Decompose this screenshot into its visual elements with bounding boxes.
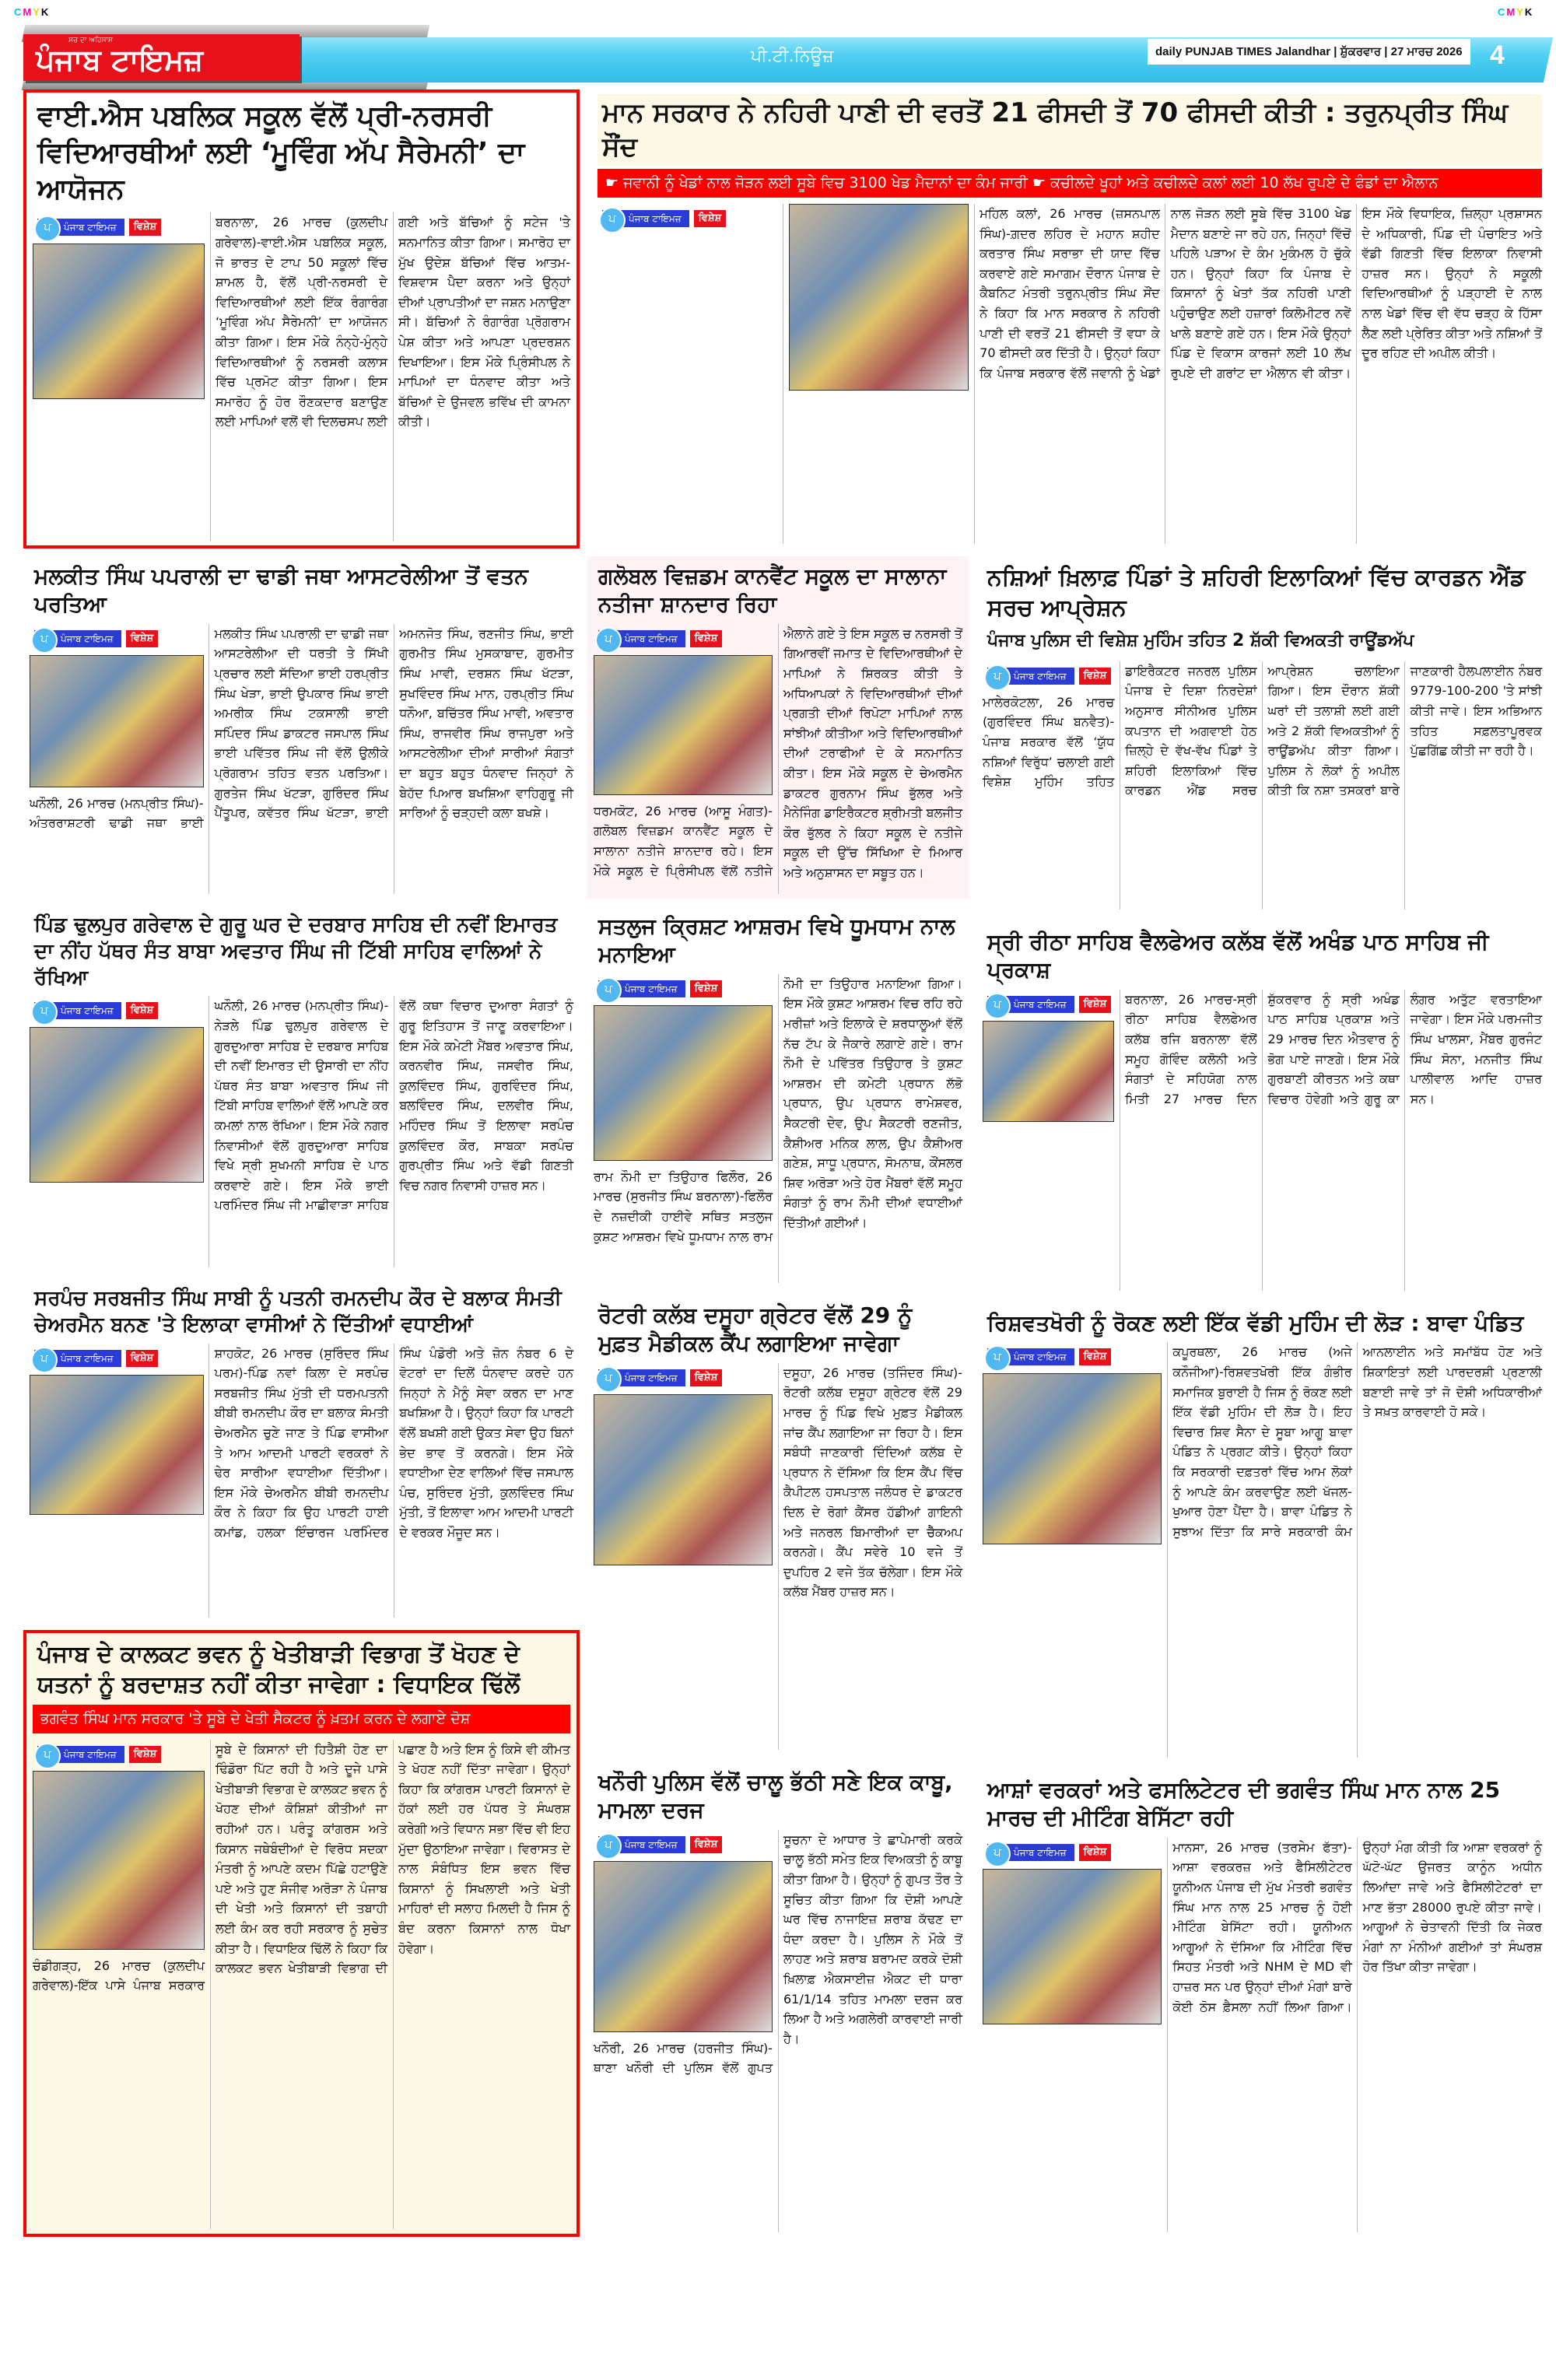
special-badge: ਵਿਸ਼ੇਸ਼ <box>690 980 723 997</box>
article-body: ਘਨੌਲੀ, 26 ਮਾਰਚ (ਮਨਪ੍ਰੀਤ ਸਿੰਘ)-ਨੇੜਲੇ ਪਿੰਡ ਢੁਲਪੁਰ ਗਰੇਵਾਲ ਦੇ ਗੁਰਦੁਆਰਾ ਸਾਹਿਬ ਦੇ ਦਰਬਾਰ ਸਾਹਿਬ ਦੀ ਨਵੀਂ ਇਮਾਰਤ ਦੀ ਉਸਾਰੀ ਦਾ ਨੀਂਹ ਪੱਥਰ ਸੰਤ ਬਾਬਾ ਅਵਤਾਰ ਸਿੰਘ ਜੀ ਟਿੱਬੀ ਸਾਹਿਬ ਵਾਲਿਆਂ ਵੱਲੋਂ ਆਪਣੇ ਕਰ ਕਮਲਾਂ ਨਾਲ ਰੱਖਿਆ। ਇਸ ਮੌਕੇ ਨਗਰ ਨਿਵਾਸੀਆਂ ਵੱਲੋਂ ਗੁਰਦੁਆਰਾ ਸਾਹਿਬ ਵਿਖੇ ਸ੍ਰੀ ਸੁਖਮਨੀ ਸਾਹਿਬ ਦੇ ਪਾਠ ਕਰਵਾਏ ਗਏ। ਇਸ ਮੌਕੇ ਭਾਈ ਪਰਮਿੰਦਰ ਸਿੰਘ ਜੀ ਮਾਛੀਵਾੜਾ ਸਾਹਿਬ ਵੱਲੋਂ ਕਥਾ ਵਿਚਾਰ ਦੁਆਰਾ ਸੰਗਤਾਂ ਨੂੰ ਗੁਰੂ ਇਤਿਹਾਸ ਤੋਂ ਜਾਣੂ ਕਰਵਾਇਆ। ਇਸ ਮੌਕੇ ਕਮੇਟੀ ਮੈਂਬਰ ਅਵਤਾਰ ਸਿੰਘ, ਕਰਨਵੀਰ ਸਿੰਘ, ਜਸਵੀਰ ਸਿੰਘ, ਕੁਲਵਿੰਦਰ ਸਿੰਘ, ਗੁਰਵਿੰਦਰ ਸਿੰਘ, ਬਲਵਿੰਦਰ ਸਿੰਘ, ਦਲਵੀਰ ਸਿੰਘ, ਮਹਿੰਦਰ ਸਿੰਘ ਤੋਂ ਇਲਾਵਾ ਸਰਪੰਚ ਕੁਲਵਿੰਦਰ ਕੌਰ, ਸਾਬਕਾ ਸਰਪੰਚ ਗੁਰਪ੍ਰੀਤ ਸਿੰਘ ਅਤੇ ਵੱਡੀ ਗਿਣਤੀ ਵਿਚ ਨਗਰ ਨਿਵਾਸੀ ਹਾਜ਼ਰ ਸਨ। <box>214 998 573 1213</box>
mark-c: C <box>1498 6 1507 18</box>
special-badge: ਵਿਸ਼ੇਸ਼ <box>129 1746 162 1763</box>
article-satluj-ashram <box>587 906 969 1288</box>
article-dhadi-jatha <box>23 556 580 899</box>
brand-badge: ਪ ਪੰਜਾਬ ਟਾਇਮਜ਼ <box>987 668 1074 685</box>
article-body: ਘਨੌਲੀ, 26 ਮਾਰਚ (ਮਨਪ੍ਰੀਤ ਸਿੰਘ)-ਅੰਤਰਰਾਸ਼ਟਰੀ ਢਾਡੀ ਜਥਾ ਭਾਈ ਮਲਕੀਤ ਸਿੰਘ ਪਪਰਾਲੀ ਦਾ ਢਾਡੀ ਜਥਾ ਆਸਟਰੇਲੀਆ ਦੀ ਧਰਤੀ ਤੇ ਸਿੱਖੀ ਪ੍ਰਚਾਰ ਲਈ ਸੱਦਿਆ ਭਾਈ ਹਰਪ੍ਰੀਤ ਸਿੰਘ ਖੇੜਾ, ਭਾਈ ਉਪਕਾਰ ਸਿੰਘ ਭਾਈ ਅਮਰੀਕ ਸਿੰਘ ਟਕਸਾਲੀ ਭਾਈ ਸਪਿੰਦਰ ਸਿੰਘ ਡਾਕਟਰ ਜਸਪਾਲ ਸਿੰਘ ਭਾਈ ਪਵਿੱਤਰ ਸਿੰਘ ਜੀ ਵੱਲੋਂ ਉਲੀਕੇ ਪ੍ਰੋਗਰਾਮ ਤਹਿਤ ਵਤਨ ਪਰਤਿਆ। ਗੁਰਤੇਜ ਸਿੰਘ ਖੱਟੜਾ, ਗੁਰਿੰਦਰ ਸਿੰਘ ਪੈਂਤੂਪਰ, ਕਵੱਤਰ ਸਿੰਘ ਖੱਟੜਾ, ਭਾਈ ਅਮਨਜੋਤ ਸਿੰਘ, ਰਣਜੀਤ ਸਿੰਘ, ਭਾਈ ਗੁਰਮੀਤ ਸਿੰਘ ਮੁਸਕਾਬਾਦ, ਗੁਰਮੀਤ ਸਿੰਘ ਮਾਵੀ, ਦਰਸ਼ਨ ਸਿੰਘ ਖੱਟੜਾ, ਸੁਖਵਿੰਦਰ ਸਿੰਘ ਮਾਨ, ਹਰਪ੍ਰੀਤ ਸਿੰਘ ਧਨੌਆ, ਬਚਿੱਤਰ ਸਿੰਘ ਮਾਵੀ, ਅਵਤਾਰ ਸਿੰਘ, ਰਾਜਵੀਰ ਸਿੰਘ ਰਾਜਪੁਰਾ ਅਤੇ ਆਸਟਰੇਲੀਆ ਦੀਆਂ ਸਾਰੀਆਂ ਸੰਗਤਾਂ ਦਾ ਬਹੁਤ ਬਹੁਤ ਧੰਨਵਾਦ ਜਿਨ੍ਹਾਂ ਨੇ ਬੇਹੱਦ ਪਿਆਰ ਬਖਸ਼ਿਆ ਵਾਹਿਗੁਰੂ ਜੀ ਸਾਰਿਆਂ ਨੂੰ ਚੜ੍ਹਦੀ ਕਲਾ ਬਖਸ਼ੇ। <box>30 626 573 831</box>
mark-k: K <box>1524 6 1534 18</box>
badge <box>987 664 1114 688</box>
badge <box>987 1841 1162 1864</box>
article-body: ਬਰਨਾਲਾ, 26 ਮਾਰਚ-ਸ੍ਰੀ ਰੀਠਾ ਸਾਹਿਬ ਵੈਲਫੇਅਰ ਕਲੱਬ ਰਜਿ ਬਰਨਾਲਾ ਵੱਲੋਂ ਸਮੂਹ ਗੋਵਿੰਦ ਕਲੋਨੀ ਅਤੇ ਸੰਗਤਾਂ ਦੇ ਸਹਿਯੋਗ ਨਾਲ ਮਿਤੀ 27 ਮਾਰਚ ਦਿਨ ਸ਼ੁੱਕਰਵਾਰ ਨੂੰ ਸ੍ਰੀ ਅਖੰਡ ਪਾਠ ਸਾਹਿਬ ਪ੍ਰਕਾਸ਼ ਅਤੇ 29 ਮਾਰਚ ਦਿਨ ਐਤਵਾਰ ਨੂੰ ਭੋਗ ਪਾਏ ਜਾਣਗੇ। ਇਸ ਮੌਕੇ ਗੁਰਬਾਣੀ ਕੀਰਤਨ ਅਤੇ ਕਥਾ ਵਿਚਾਰ ਹੋਵੇਗੀ ਅਤੇ ਗੁਰੂ ਕਾ ਲੰਗਰ ਅਤੁੱਟ ਵਰਤਾਇਆ ਜਾਵੇਗਾ। ਇਸ ਮੌਕੇ ਪਰਮਜੀਤ ਸਿੰਘ ਖਾਲਸਾ, ਮੈਂਬਰ ਗੁਰਜੰਟ ਸਿੰਘ ਸੋਨਾ, ਮਨਜੀਤ ਸਿੰਘ ਪਾਲੀਵਾਲ ਆਦਿ ਹਾਜ਼ਰ ਸਨ। <box>1125 991 1542 1106</box>
article-asha-workers <box>976 1770 1548 2237</box>
badge <box>987 993 1114 1016</box>
article-bribery <box>976 1303 1548 1762</box>
headline[interactable]: ਖਨੌਰੀ ਪੁਲਿਸ ਵੱਲੋਂ ਚਾਲੂ ਭੱਠੀ ਸਣੇ ਇਕ ਕਾਬੂ, ਮਾਮਲਾ ਦਰਜ <box>598 1769 953 1824</box>
subheadline: ਭਗਵੰਤ ਸਿੰਘ ਮਾਨ ਸਰਕਾਰ 'ਤੇ ਸੂਬੇ ਦੇ ਖੇਤੀ ਸੈਕਟਰ ਨੂੰ ਖ਼ਤਮ ਕਰਨ ਦੇ ਲਗਾਏ ਦੋਸ਼ <box>33 1705 570 1733</box>
column-right <box>976 556 1548 2237</box>
article-photo <box>30 1027 204 1183</box>
badge <box>37 1743 205 1766</box>
article-columns <box>30 996 573 1267</box>
brand-badge: ਪ ਪੰਜਾਬ ਟਾਇਮਜ਼ <box>34 630 121 647</box>
special-badge: ਵਿਸ਼ੇਸ਼ <box>1079 1844 1112 1861</box>
print-marks-left <box>14 6 50 18</box>
badge <box>598 1833 773 1856</box>
badge <box>34 627 204 650</box>
article-ys-school <box>23 89 580 549</box>
article-photo <box>30 655 204 787</box>
article-dhulpur <box>23 906 580 1272</box>
column-left <box>23 556 580 2237</box>
article-water-use <box>591 89 1548 549</box>
mark-m: M <box>1506 6 1517 18</box>
headline[interactable]: ਪਿੰਡ ਢੁਲਪੁਰ ਗਰੇਵਾਲ ਦੇ ਗੁਰੂ ਘਰ ਦੇ ਦਰਬਾਰ ਸਾਹਿਬ ਦੀ ਨਵੀਂ ਇਮਾਰਤ ਦਾ ਨੀਂਹ ਪੱਥਰ ਸੰਤ ਬਾਬਾ ਅਵਤਾਰ ਸਿੰਘ ਜੀ ਟਿੱਬੀ ਸਾਹਿਬ ਵਾਲਿਆਂ ਨੇ ਰੱਖਿਆ <box>34 913 558 990</box>
logo-name: ਪੰਜਾਬ ਟਾਇਮਜ਼ <box>36 43 204 77</box>
article-columns <box>594 974 962 1283</box>
headline[interactable]: ਮਲਕੀਤ ਸਿੰਘ ਪਪਰਾਲੀ ਦਾ ਢਾਡੀ ਜਥਾ ਆਸਟਰੇਲੀਆ ਤੋਂ ਵਤਨ ਪਰਤਿਆ <box>34 563 528 618</box>
special-badge: ਵਿਸ਼ੇਸ਼ <box>1079 668 1112 685</box>
brand-badge: ਪ ਪੰਜਾਬ ਟਾਇਮਜ਼ <box>34 1350 121 1367</box>
article-kalkat-bhawan <box>23 1630 580 2237</box>
print-marks-right <box>1498 6 1533 18</box>
article-columns <box>983 990 1542 1291</box>
article-body: ਮਾਲੇਰਕੋਟਲਾ, 26 ਮਾਰਚ (ਗੁਰਵਿੰਦਰ ਸਿੰਘ ਬਨਵੈਤ)-ਪੰਜਾਬ ਸਰਕਾਰ ਵੱਲੋਂ ‘ਯੁੱਧ ਨਸ਼ਿਆਂ ਵਿਰੁੱਧ’ ਚਲਾਈ ਗਈ ਵਿਸ਼ੇਸ਼ ਮੁਹਿੰਮ ਤਹਿਤ ਡਾਇਰੈਕਟਰ ਜਨਰਲ ਪੁਲਿਸ ਪੰਜਾਬ ਦੇ ਦਿਸ਼ਾ ਨਿਰਦੇਸ਼ਾਂ ਅਨੁਸਾਰ ਸੀਨੀਅਰ ਪੁਲਿਸ ਕਪਤਾਨ ਦੀ ਅਗਵਾਈ ਹੇਠ ਜ਼ਿਲ੍ਹੇ ਦੇ ਵੱਖ-ਵੱਖ ਪਿੰਡਾਂ ਤੇ ਸ਼ਹਿਰੀ ਇਲਾਕਿਆਂ ਵਿੱਚ ਕਾਰਡਨ ਐਂਡ ਸਰਚ ਆਪ੍ਰੇਸ਼ਨ ਚਲਾਇਆ ਗਿਆ। ਇਸ ਦੌਰਾਨ ਸ਼ੱਕੀ ਘਰਾਂ ਦੀ ਤਲਾਸ਼ੀ ਲਈ ਗਈ ਅਤੇ 2 ਸ਼ੱਕੀ ਵਿਅਕਤੀਆਂ ਨੂੰ ਰਾਊਂਡਅੱਪ ਕੀਤਾ ਗਿਆ। ਪੁਲਿਸ ਨੇ ਲੋਕਾਂ ਨੂੰ ਅਪੀਲ ਕੀਤੀ ਕਿ ਨਸ਼ਾ ਤਸਕਰਾਂ ਬਾਰੇ ਜਾਣਕਾਰੀ ਹੈਲਪਲਾਈਨ ਨੰਬਰ 9779-100-200 'ਤੇ ਸਾਂਝੀ ਕੀਤੀ ਜਾਵੇ। ਇਸ ਅਭਿਆਨ ਤਹਿਤ ਸਫ਼ਲਤਾਪੂਰਵਕ ਪੁੱਛਗਿੱਛ ਕੀਤੀ ਜਾ ਰਹੀ ਹੈ। <box>983 663 1542 798</box>
article-body: ਮਹਿਲ ਕਲਾਂ, 26 ਮਾਰਚ (ਜ਼ਸਨਪਾਲ ਸਿੰਘ)-ਗ਼ਦਰ ਲਹਿਰ ਦੇ ਮਹਾਨ ਸ਼ਹੀਦ ਕਰਤਾਰ ਸਿੰਘ ਸਰਾਭਾ ਦੀ ਯਾਦ ਵਿੱਚ ਕਰਵਾਏ ਗਏ ਸਮਾਗਮ ਦੌਰਾਨ ਪੰਜਾਬ ਦੇ ਕੈਬਨਿਟ ਮੰਤਰੀ ਤਰੁਨਪ੍ਰੀਤ ਸਿੰਘ ਸੌਂਦ ਨੇ ਕਿਹਾ ਕਿ ਮਾਨ ਸਰਕਾਰ ਨੇ ਨਹਿਰੀ ਪਾਣੀ ਦੀ ਵਰਤੋਂ 21 ਫੀਸਦੀ ਤੋਂ ਵਧਾ ਕੇ 70 ਫੀਸਦੀ ਕਰ ਦਿੱਤੀ ਹੈ। ਉਨ੍ਹਾਂ ਕਿਹਾ ਕਿ ਪੰਜਾਬ ਸਰਕਾਰ ਵੱਲੋਂ ਜਵਾਨੀ ਨੂੰ ਖੇਡਾਂ ਨਾਲ ਜੋੜਨ ਲਈ ਸੂਬੇ ਵਿੱਚ 3100 ਖੇਡ ਮੈਦਾਨ ਬਣਾਏ ਜਾ ਰਹੇ ਹਨ, ਜਿਨ੍ਹਾਂ ਵਿੱਚੋਂ ਪਹਿਲੇ ਪੜਾਅ ਦੇ ਕੰਮ ਮੁਕੰਮਲ ਹੋ ਚੁੱਕੇ ਹਨ। ਉਨ੍ਹਾਂ ਕਿਹਾ ਕਿ ਪੰਜਾਬ ਦੇ ਕਿਸਾਨਾਂ ਨੂੰ ਖੇਤਾਂ ਤੱਕ ਨਹਿਰੀ ਪਾਣੀ ਪਹੁੰਚਾਉਣ ਲਈ ਹਜ਼ਾਰਾਂ ਕਿਲੋਮੀਟਰ ਨਵੇਂ ਖਾਲੇ ਬਣਾਏ ਗਏ ਹਨ। ਇਸ ਮੌਕੇ ਉਨ੍ਹਾਂ ਪਿੰਡ ਦੇ ਵਿਕਾਸ ਕਾਰਜਾਂ ਲਈ 10 ਲੱਖ ਰੁਪਏ ਦੀ ਗਰਾਂਟ ਦਾ ਐਲਾਨ ਵੀ ਕੀਤਾ। ਇਸ ਮੌਕੇ ਵਿਧਾਇਕ, ਜ਼ਿਲ੍ਹਾ ਪ੍ਰਸ਼ਾਸਨ ਦੇ ਅਧਿਕਾਰੀ, ਪਿੰਡ ਦੀ ਪੰਚਾਇਤ ਅਤੇ ਵੱਡੀ ਗਿਣਤੀ ਵਿੱਚ ਇਲਾਕਾ ਨਿਵਾਸੀ ਹਾਜ਼ਰ ਸਨ। ਉਨ੍ਹਾਂ ਨੇ ਸਕੂਲੀ ਵਿਦਿਆਰਥੀਆਂ ਨੂੰ ਪੜ੍ਹਾਈ ਦੇ ਨਾਲ ਨਾਲ ਖੇਡਾਂ ਵਿੱਚ ਵੀ ਵੱਧ ਚੜ੍ਹ ਕੇ ਹਿੱਸਾ ਲੈਣ ਲਈ ਪ੍ਰੇਰਿਤ ਕੀਤਾ ਅਤੇ ਨਸ਼ਿਆਂ ਤੋਂ ਦੂਰ ਰਹਿਣ ਦੀ ਅਪੀਲ ਕੀਤੀ। <box>980 205 1542 380</box>
article-body: ਸ਼ਾਹਕੋਟ, 26 ਮਾਰਚ (ਸੁਰਿੰਦਰ ਸਿੰਘ ਪਰਮ)-ਪਿੰਡ ਨਵਾਂ ਕਿਲਾ ਦੇ ਸਰਪੰਚ ਸਰਬਜੀਤ ਸਿੰਘ ਮੁੱਤੀ ਦੀ ਧਰਮਪਤਨੀ ਬੀਬੀ ਰਮਨਦੀਪ ਕੌਰ ਦਾ ਬਲਾਕ ਸੰਮਤੀ ਚੇਅਰਮੈਨ ਚੁਣੇ ਜਾਣ ਤੇ ਪਿੰਡ ਵਾਸੀਆ ਤੇ ਆਮ ਆਦਮੀ ਪਾਰਟੀ ਵਰਕਰਾਂ ਨੇ ਢੇਰ ਸਾਰੀਆ ਵਧਾਈਆ ਦਿੱਤੀਆ। ਇਸ ਮੌਕੇ ਚੇਅਰਮੈਨ ਬੀਬੀ ਰਮਨਦੀਪ ਕੌਰ ਨੇ ਕਿਹਾ ਕਿ ਉਹ ਪਾਰਟੀ ਹਾਈ ਕਮਾਂਡ, ਹਲਕਾ ਇੰਚਾਰਜ ਪਰਮਿੰਦਰ ਸਿੰਘ ਪੰਡੋਰੀ ਅਤੇ ਜ਼ੋਨ ਨੰਬਰ 6 ਦੇ ਵੋਟਰਾਂ ਦਾ ਦਿਲੋਂ ਧੰਨਵਾਦ ਕਰਦੇ ਹਨ ਜਿਨ੍ਹਾਂ ਨੇ ਮੈਨੂੰ ਸੇਵਾ ਕਰਨ ਦਾ ਮਾਣ ਬਖਸ਼ਿਆ ਹੈ। ਉਨ੍ਹਾਂ ਕਿਹਾ ਕਿ ਪਾਰਟੀ ਵੱਲੋਂ ਬਖਸ਼ੀ ਗਈ ਉਕਤ ਸੇਵਾ ਉਹ ਬਿਨਾਂ ਭੇਦ ਭਾਵ ਤੋਂ ਕਰਨਗੇ। ਇਸ ਮੌਕੇ ਵਧਾਈਆ ਦੇਣ ਵਾਲਿਆਂ ਵਿੱਚ ਜਸਪਾਲ ਪੰਚ, ਸੁਰਿੰਦਰ ਮੁੱਤੀ, ਕੁਲਵਿੰਦਰ ਸਿੰਘ ਮੁੱਤੀ, ਤੋਂ ਇਲਾਵਾ ਆਮ ਆਦਮੀ ਪਾਰਟੀ ਦੇ ਵਰਕਰ ਮੌਜੂਦ ਸਨ। <box>214 1345 573 1540</box>
article-body: ਚੰਡੀਗੜ੍ਹ, 26 ਮਾਰਚ (ਕੁਲਦੀਪ ਗਰੇਵਾਲ)-ਇੱਕ ਪਾਸੇ ਪੰਜਾਬ ਸਰਕਾਰ ਸੂਬੇ ਦੇ ਕਿਸਾਨਾਂ ਦੀ ਹਿਤੈਸ਼ੀ ਹੋਣ ਦਾ ਢਿੰਡੋਰਾ ਪਿੱਟ ਰਹੀ ਹੈ ਅਤੇ ਦੂਜੇ ਪਾਸੇ ਖੇਤੀਬਾੜੀ ਵਿਭਾਗ ਦੇ ਕਾਲਕਟ ਭਵਨ ਨੂੰ ਖੋਹਣ ਦੀਆਂ ਕੋਸ਼ਿਸ਼ਾਂ ਕੀਤੀਆਂ ਜਾ ਰਹੀਆਂ ਹਨ। ਪਰੰਤੂ ਕਾਂਗਰਸ ਅਤੇ ਕਿਸਾਨ ਜਥੇਬੰਦੀਆਂ ਦੇ ਵਿਰੋਧ ਸਦਕਾ ਮੰਤਰੀ ਨੂੰ ਆਪਣੇ ਕਦਮ ਪਿੱਛੇ ਹਟਾਉਣੇ ਪਏ ਅਤੇ ਹੁਣ ਸੰਜੀਵ ਅਰੋੜਾ ਨੇ ਪੰਜਾਬ ਦੀ ਖੇਤੀ ਅਤੇ ਕਿਸਾਨਾਂ ਦੀ ਤਬਾਹੀ ਲਈ ਕੰਮ ਕਰ ਰਹੀ ਸਰਕਾਰ ਨੂੰ ਸੁਚੇਤ ਕੀਤਾ ਹੈ। ਵਿਧਾਇਕ ਢਿੱਲੋਂ ਨੇ ਕਿਹਾ ਕਿ ਕਾਲਕਟ ਭਵਨ ਖੇਤੀਬਾੜੀ ਵਿਭਾਗ ਦੀ ਪਛਾਣ ਹੈ ਅਤੇ ਇਸ ਨੂੰ ਕਿਸੇ ਵੀ ਕੀਮਤ ਤੇ ਖੋਹਣ ਨਹੀਂ ਦਿੱਤਾ ਜਾਵੇਗਾ। ਉਨ੍ਹਾਂ ਕਿਹਾ ਕਿ ਕਾਂਗਰਸ ਪਾਰਟੀ ਕਿਸਾਨਾਂ ਦੇ ਹੱਕਾਂ ਲਈ ਹਰ ਪੱਧਰ ਤੇ ਸੰਘਰਸ਼ ਕਰੇਗੀ ਅਤੇ ਵਿਧਾਨ ਸਭਾ ਵਿੱਚ ਵੀ ਇਹ ਮੁੱਦਾ ਉਠਾਇਆ ਜਾਵੇਗਾ। ਵਿਰਾਸਤ ਦੇ ਨਾਲ ਸੰਬੰਧਿਤ ਇਸ ਭਵਨ ਵਿੱਚ ਕਿਸਾਨਾਂ ਨੂੰ ਸਿਖਲਾਈ ਅਤੇ ਖੇਤੀ ਮਾਹਿਰਾਂ ਦੀ ਸਲਾਹ ਮਿਲਦੀ ਹੈ ਜਿਸ ਨੂੰ ਬੰਦ ਕਰਨਾ ਕਿਸਾਨਾਂ ਨਾਲ ਧੋਖਾ ਹੋਵੇਗਾ। <box>33 1741 570 1993</box>
brand-badge: ਪ ਪੰਜਾਬ ਟਾਇਮਜ਼ <box>598 1836 685 1853</box>
article-global-wisdom <box>587 556 969 899</box>
masthead <box>8 23 1552 86</box>
badge <box>34 1347 204 1370</box>
dateline: daily PUNJAB TIMES Jalandhar | ਸ਼ੁੱਕਰਵਾਰ | 27 ਮਾਰਚ 2026 <box>1148 39 1470 65</box>
brand-badge: ਪ ਪੰਜਾਬ ਟਾਇਮਜ਼ <box>987 996 1074 1013</box>
article-columns <box>983 1342 1542 1758</box>
badge <box>598 627 773 650</box>
article-body: ਬਰਨਾਲਾ, 26 ਮਾਰਚ (ਕੁਲਦੀਪ ਗਰੇਵਾਲ)-ਵਾਈ.ਐਸ ਪਬਲਿਕ ਸਕੂਲ, ਜੋ ਭਾਰਤ ਦੇ ਟਾਪ 50 ਸਕੂਲਾਂ ਵਿੱਚ ਸ਼ਾਮਲ ਹੈ, ਵੱਲੋਂ ਪ੍ਰੀ-ਨਰਸਰੀ ਦੇ ਵਿਦਿਆਰਥੀਆਂ ਲਈ ਇੱਕ ਰੰਗਾਰੰਗ ‘ਮੂਵਿੰਗ ਅੱਪ ਸੈਰੇਮਨੀ’ ਦਾ ਆਯੋਜਨ ਕੀਤਾ ਗਿਆ। ਇਸ ਮੌਕੇ ਨੰਨ੍ਹੇ-ਮੁੰਨ੍ਹੇ ਵਿਦਿਆਰਥੀਆਂ ਨੂੰ ਨਰਸਰੀ ਕਲਾਸ ਵਿੱਚ ਪ੍ਰਮੋਟ ਕੀਤਾ ਗਿਆ। ਇਸ ਸਮਾਰੋਹ ਨੂੰ ਹੋਰ ਰੌਣਕਦਾਰ ਬਣਾਉਣ ਲਈ ਮਾਪਿਆਂ ਵਲੋਂ ਵੀ ਦਿਲਚਸਪ ਲਈ ਗਈ ਅਤੇ ਬੱਚਿਆਂ ਨੂੰ ਸਟੇਜ 'ਤੇ ਸਨਮਾਨਿਤ ਕੀਤਾ ਗਿਆ। ਸਮਾਰੋਹ ਦਾ ਮੁੱਖ ਉਦੇਸ਼ ਬੱਚਿਆਂ ਵਿੱਚ ਆਤਮ-ਵਿਸ਼ਵਾਸ ਪੈਦਾ ਕਰਨਾ ਅਤੇ ਉਨ੍ਹਾਂ ਦੀਆਂ ਪ੍ਰਾਪਤੀਆਂ ਦਾ ਜਸ਼ਨ ਮਨਾਉਣਾ ਸੀ। ਬੱਚਿਆਂ ਨੇ ਰੰਗਾਰੰਗ ਪ੍ਰੋਗਰਾਮ ਪੇਸ਼ ਕੀਤਾ ਅਤੇ ਆਪਣਾ ਪ੍ਰਦਰਸ਼ਨ ਦਿਖਾਇਆ। ਇਸ ਮੌਕੇ ਪ੍ਰਿੰਸੀਪਲ ਨੇ ਮਾਪਿਆਂ ਦਾ ਧੰਨਵਾਦ ਕੀਤਾ ਅਤੇ ਬੱਚਿਆਂ ਦੇ ਉਜਵਲ ਭਵਿੱਖ ਦੀ ਕਾਮਨਾ ਕੀਤੀ। <box>216 215 570 429</box>
article-cordon-search <box>976 556 1548 914</box>
article-sarpanch <box>23 1280 580 1622</box>
special-badge: ਵਿਸ਼ੇਸ਼ <box>1079 1348 1112 1365</box>
article-columns <box>594 1363 962 1750</box>
subheadline: ਪੰਜਾਬ ਪੁਲਿਸ ਦੀ ਵਿਸ਼ੇਸ਼ ਮੁਹਿੰਮ ਤਹਿਤ 2 ਸ਼ੱਕੀ ਵਿਅਕਤੀ ਰਾਊਂਡਅੱਪ <box>987 631 1414 650</box>
headline[interactable]: ਵਾਈ.ਐਸ ਪਬਲਿਕ ਸਕੂਲ ਵੱਲੋਂ ਪ੍ਰੀ-ਨਰਸਰੀ ਵਿਦਿਆਰਥੀਆਂ ਲਈ ‘ਮੂਵਿੰਗ ਅੱਪ ਸੈਰੇਮਨੀ’ ਦਾ ਆਯੋਜਨ <box>37 100 525 205</box>
article-photo <box>594 1861 773 2032</box>
mark-c: C <box>14 6 23 18</box>
article-body: ਕਪੂਰਥਲਾ, 26 ਮਾਰਚ (ਅਜੇ ਕਨੌਜੀਆ)-ਰਿਸ਼ਵਤਖੋਰੀ ਇੱਕ ਗੰਭੀਰ ਸਮਾਜਿਕ ਬੁਰਾਈ ਹੈ ਜਿਸ ਨੂੰ ਰੋਕਣ ਲਈ ਇੱਕ ਵੱਡੀ ਮੁਹਿੰਮ ਦੀ ਲੋੜ ਹੈ। ਇਹ ਵਿਚਾਰ ਸ਼ਿਵ ਸੈਨਾ ਦੇ ਸੂਬਾ ਆਗੂ ਬਾਵਾ ਪੰਡਿਤ ਨੇ ਪ੍ਰਗਟ ਕੀਤੇ। ਉਨ੍ਹਾਂ ਕਿਹਾ ਕਿ ਸਰਕਾਰੀ ਦਫ਼ਤਰਾਂ ਵਿੱਚ ਆਮ ਲੋਕਾਂ ਨੂੰ ਆਪਣੇ ਕੰਮ ਕਰਵਾਉਣ ਲਈ ਖੱਜਲ-ਖੁਆਰ ਹੋਣਾ ਪੈਂਦਾ ਹੈ। ਬਾਵਾ ਪੰਡਿਤ ਨੇ ਸੁਝਾਅ ਦਿੱਤਾ ਕਿ ਸਾਰੇ ਸਰਕਾਰੀ ਕੰਮ ਆਨਲਾਈਨ ਅਤੇ ਸਮਾਂਬੱਧ ਹੋਣ ਅਤੇ ਸ਼ਿਕਾਇਤਾਂ ਲਈ ਪਾਰਦਰਸ਼ੀ ਪ੍ਰਣਾਲੀ ਬਣਾਈ ਜਾਵੇ ਤਾਂ ਜੋ ਦੋਸ਼ੀ ਅਧਿਕਾਰੀਆਂ ਤੇ ਸਖ਼ਤ ਕਾਰਵਾਈ ਹੋ ਸਕੇ। <box>1172 1344 1542 1539</box>
section-title: ਪੀ.ਟੀ.ਨਿਊਜ਼ <box>751 47 834 66</box>
headline[interactable]: ਸਰਪੰਚ ਸਰਬਜੀਤ ਸਿੰਘ ਸਾਬੀ ਨੂੰ ਪਤਨੀ ਰਮਨਦੀਪ ਕੌਰ ਦੇ ਬਲਾਕ ਸੰਮਤੀ ਚੇਅਰਮੈਨ ਬਨਣ 'ਤੇ ਇਲਾਕਾ ਵਾਸੀਆਂ ਨੇ ਦਿੱਤੀਆਂ ਵਧਾਈਆਂ <box>34 1287 562 1337</box>
article-columns <box>983 1838 1542 2232</box>
special-badge: ਵਿਸ਼ੇਸ਼ <box>694 210 727 227</box>
badge <box>602 207 778 230</box>
brand-badge: ਪ ਪੰਜਾਬ ਟਾਇਮਜ਼ <box>34 1002 121 1019</box>
special-badge: ਵਿਸ਼ੇਸ਼ <box>126 1002 159 1019</box>
badge <box>598 977 773 1001</box>
article-columns <box>594 1830 962 2232</box>
subheadline: ☛ ਜਵਾਨੀ ਨੂੰ ਖੇਡਾਂ ਨਾਲ ਜੋੜਨ ਲਈ ਸੂਬੇ ਵਿਚ 3100 ਖੇਡ ਮੈਦਾਨਾਂ ਦਾ ਕੰਮ ਜਾਰੀ ☛ ਕਚੀਲਦੇ ਖੂਹਾਂ ਅਤੇ ਕਚੀਲਦੇ ਕਲਾਂ ਲਈ 10 ਲੱਖ ਰੁਪਏ ਦੇ ਫੰਡਾਂ ਦਾ ਐਲਾਨ <box>598 169 1542 198</box>
article-columns <box>33 212 570 541</box>
special-badge: ਵਿਸ਼ੇਸ਼ <box>1079 996 1112 1013</box>
article-photo <box>33 1771 205 1950</box>
article-photo <box>30 1375 204 1515</box>
special-badge: ਵਿਸ਼ੇਸ਼ <box>690 1369 723 1386</box>
special-badge: ਵਿਸ਼ੇਸ਼ <box>126 1350 159 1367</box>
mark-y: Y <box>33 6 41 18</box>
article-body: ਮਾਨਸਾ, 26 ਮਾਰਚ (ਤਰਸੇਮ ਫੱਤਾ)-ਆਸ਼ਾ ਵਰਕਰਜ਼ ਅਤੇ ਫੈਸਿਲੀਟੇਟਰ ਯੂਨੀਅਨ ਪੰਜਾਬ ਦੀ ਮੁੱਖ ਮੰਤਰੀ ਭਗਵੰਤ ਸਿੰਘ ਮਾਨ ਨਾਲ 25 ਮਾਰਚ ਨੂੰ ਹੋਈ ਮੀਟਿੰਗ ਬੇਸਿੱਟਾ ਰਹੀ। ਯੂਨੀਅਨ ਆਗੂਆਂ ਨੇ ਦੱਸਿਆ ਕਿ ਮੀਟਿੰਗ ਵਿੱਚ ਸਿਹਤ ਮੰਤਰੀ ਅਤੇ NHM ਦੇ MD ਵੀ ਹਾਜ਼ਰ ਸਨ ਪਰ ਉਨ੍ਹਾਂ ਦੀਆਂ ਮੰਗਾਂ ਬਾਰੇ ਕੋਈ ਠੋਸ ਫ਼ੈਸਲਾ ਨਹੀਂ ਲਿਆ ਗਿਆ। ਉਨ੍ਹਾਂ ਮੰਗ ਕੀਤੀ ਕਿ ਆਸ਼ਾ ਵਰਕਰਾਂ ਨੂੰ ਘੱਟੋ-ਘੱਟ ਉਜਰਤ ਕਾਨੂੰਨ ਅਧੀਨ ਲਿਆਂਦਾ ਜਾਵੇ ਅਤੇ ਫੈਸਿਲੀਟੇਟਰਾਂ ਦਾ ਮਾਣ ਭੱਤਾ 28000 ਰੁਪਏ ਕੀਤਾ ਜਾਵੇ। ਆਗੂਆਂ ਨੇ ਚੇਤਾਵਨੀ ਦਿੱਤੀ ਕਿ ਜੇਕਰ ਮੰਗਾਂ ਨਾ ਮੰਨੀਆਂ ਗਈਆਂ ਤਾਂ ਸੰਘਰਸ਼ ਹੋਰ ਤਿੱਖਾ ਕੀਤਾ ਜਾਵੇਗਾ। <box>1172 1839 1542 2014</box>
brand-badge: ਪ ਪੰਜਾਬ ਟਾਇਮਜ਼ <box>598 980 685 997</box>
special-badge: ਵਿਸ਼ੇਸ਼ <box>690 1836 723 1853</box>
page-number: 4 <box>1490 40 1505 70</box>
article-columns <box>33 1740 570 2229</box>
article-body: ਦਸੂਹਾ, 26 ਮਾਰਚ (ਤਜਿੰਦਰ ਸਿੰਘ)-ਰੋਟਰੀ ਕਲੱਬ ਦਸੂਹਾ ਗ੍ਰੇਟਰ ਵੱਲੋਂ 29 ਮਾਰਚ ਨੂੰ ਪਿੰਡ ਵਿਖੇ ਮੁਫ਼ਤ ਮੈਡੀਕਲ ਜਾਂਚ ਕੈਂਪ ਲਗਾਇਆ ਜਾ ਰਿਹਾ ਹੈ। ਇਸ ਸਬੰਧੀ ਜਾਣਕਾਰੀ ਦਿੰਦਿਆਂ ਕਲੱਬ ਦੇ ਪ੍ਰਧਾਨ ਨੇ ਦੱਸਿਆ ਕਿ ਇਸ ਕੈਂਪ ਵਿੱਚ ਕੈਪੀਟਲ ਹਸਪਤਾਲ ਜਲੰਧਰ ਦੇ ਡਾਕਟਰ ਦਿਲ ਦੇ ਰੋਗਾਂ ਕੈਂਸਰ ਹੱਡੀਆਂ ਗਾਇਨੀ ਅਤੇ ਜਨਰਲ ਬਿਮਾਰੀਆਂ ਦਾ ਚੈੱਕਅਪ ਕਰਨਗੇ। ਕੈਂਪ ਸਵੇਰੇ 10 ਵਜੇ ਤੋਂ ਦੁਪਹਿਰ 2 ਵਜੇ ਤੱਕ ਚੱਲੇਗਾ। ਇਸ ਮੌਕੇ ਕਲੱਬ ਮੈਂਬਰ ਹਾਜ਼ਰ ਸਨ। <box>783 1365 962 1600</box>
brand-badge: ਪ ਪੰਜਾਬ ਟਾਇਮਜ਼ <box>987 1844 1074 1861</box>
column-middle <box>587 556 969 2237</box>
mark-y: Y <box>1516 6 1525 18</box>
article-columns <box>983 661 1542 910</box>
headline[interactable]: ਪੰਜਾਬ ਦੇ ਕਾਲਕਟ ਭਵਨ ਨੂੰ ਖੇਤੀਬਾੜੀ ਵਿਭਾਗ ਤੋਂ ਖੋਹਣ ਦੇ ਯਤਨਾਂ ਨੂੰ ਬਰਦਾਸ਼ਤ ਨਹੀਂ ਕੀਤਾ ਜਾਵੇਗਾ : ਵਿਧਾਇਕ ਢਿੱਲੋਂ <box>37 1641 520 1698</box>
brand-badge: ਪ ਪੰਜਾਬ ਟਾਇਮਜ਼ <box>37 1746 124 1763</box>
headline[interactable]: ਸਤਲੁਜ ਕ੍ਰਿਸ਼ਟ ਆਸ਼ਰਮ ਵਿਖੇ ਧੂਮਧਾਮ ਨਾਲ ਮਨਾਇਆ <box>598 913 955 968</box>
headline[interactable]: ਸ੍ਰੀ ਰੀਠਾ ਸਾਹਿਬ ਵੈਲਫੇਅਰ ਕਲੱਬ ਵੱਲੋਂ ਅਖੰਡ ਪਾਠ ਸਾਹਿਬ ਜੀ ਪ੍ਰਕਾਸ਼ <box>987 929 1489 983</box>
headline[interactable]: ਰਿਸ਼ਵਤਖੋਰੀ ਨੂੰ ਰੋਕਣ ਲਈ ਇੱਕ ਵੱਡੀ ਮੁਹਿੰਮ ਦੀ ਲੋੜ : ਬਾਵਾ ਪੰਡਿਤ <box>987 1310 1524 1336</box>
article-columns <box>598 204 1542 544</box>
badge <box>34 999 204 1022</box>
brand-badge: ਪ ਪੰਜਾਬ ਟਾਇਮਜ਼ <box>598 630 685 647</box>
brand-badge: ਪ ਪੰਜਾਬ ਟਾਇਮਜ਼ <box>987 1348 1074 1365</box>
article-photo <box>789 204 969 391</box>
special-badge: ਵਿਸ਼ੇਸ਼ <box>126 630 159 647</box>
headline[interactable]: ਰੋਟਰੀ ਕਲੱਬ ਦਸੂਹਾ ਗ੍ਰੇਟਰ ਵੱਲੋਂ 29 ਨੂੰ ਮੁਫ਼ਤ ਮੈਡੀਕਲ ਕੈਂਪ ਲਗਾਇਆ ਜਾਵੇਗਾ <box>598 1302 913 1357</box>
article-body: ਧਰਮਕੋਟ, 26 ਮਾਰਚ (ਆਸੂ ਮੰਗਤ)-ਗਲੋਬਲ ਵਿਜ਼ਡਮ ਕਾਨਵੈਂਟ ਸਕੂਲ ਦੇ ਸਾਲਾਨਾ ਨਤੀਜੇ ਸ਼ਾਨਦਾਰ ਰਹੇ। ਇਸ ਮੌਕੇ ਸਕੂਲ ਦੇ ਪ੍ਰਿੰਸੀਪਲ ਵੱਲੋਂ ਨਤੀਜੇ ਐਲਾਨੇ ਗਏ ਤੇ ਇਸ ਸਕੂਲ ਚ ਨਰਸਰੀ ਤੋਂ ਗਿਆਰਵੀਂ ਜਮਾਤ ਦੇ ਵਿਦਿਆਰਥੀਆਂ ਦੇ ਮਾਪਿਆਂ ਨੇ ਸ਼ਿਰਕਤ ਕੀਤੀ ਤੇ ਅਧਿਆਪਕਾਂ ਨੇ ਵਿਦਿਆਰਥੀਆਂ ਦੀਆਂ ਪ੍ਰਗਤੀ ਦੀਆਂ ਰਿਪੋਟਾ ਮਾਪਿਆਂ ਨਾਲ ਸਾਂਝੀਆਂ ਕੀਤੀਆ ਅਤੇ ਵਿਦਿਆਰਥੀਆਂ ਦੀਆਂ ਟਰਾਫੀਆਂ ਦੇ ਕੇ ਸਨਮਾਨਿਤ ਕੀਤਾ। ਇਸ ਮੌਕੇ ਸਕੂਲ ਦੇ ਚੇਅਰਮੈਨ ਡਾਕਟਰ ਗੁਰਨਾਮ ਸਿੰਘ ਭੁੱਲਰ ਅਤੇ ਮੈਨੇਜਿੰਗ ਡਾਇਰੈਕਟਰ ਸ਼੍ਰੀਮਤੀ ਬਲਜੀਤ ਕੌਰ ਭੁੱਲਰ ਨੇ ਕਿਹਾ ਸਕੂਲ ਦੇ ਨਤੀਜੇ ਸਕੂਲ ਦੀ ਉੱਚ ਸਿੱਖਿਆ ਦੇ ਮਿਆਰ ਅਤੇ ਅਨੁਸ਼ਾਸਨ ਦਾ ਸਬੂਤ ਹਨ। <box>594 626 963 880</box>
special-badge: ਵਿਸ਼ੇਸ਼ <box>129 219 162 236</box>
brand-badge: ਪ ਪੰਜਾਬ ਟਾਇਮਜ਼ <box>37 219 124 236</box>
article-rotary <box>587 1295 969 1754</box>
top-row <box>23 89 1548 549</box>
brand-badge: ਪ ਪੰਜਾਬ ਟਾਇਮਜ਼ <box>598 1369 685 1386</box>
article-photo <box>983 1021 1114 1122</box>
article-photo <box>594 1005 773 1161</box>
brand-badge: ਪ ਪੰਜਾਬ ਟਾਇਮਜ਼ <box>602 210 689 227</box>
article-photo <box>983 1869 1162 2024</box>
article-body: ਖਨੌਰੀ, 26 ਮਾਰਚ (ਹਰਜੀਤ ਸਿੰਘ)-ਥਾਣਾ ਖਨੌਰੀ ਦੀ ਪੁਲਿਸ ਵੱਲੋਂ ਗੁਪਤ ਸੂਚਨਾ ਦੇ ਆਧਾਰ ਤੇ ਛਾਪੇਮਾਰੀ ਕਰਕੇ ਚਾਲੂ ਭੱਠੀ ਸਮੇਤ ਇਕ ਵਿਅਕਤੀ ਨੂੰ ਕਾਬੂ ਕੀਤਾ ਗਿਆ ਹੈ। ਉਨ੍ਹਾਂ ਨੂੰ ਗੁਪਤ ਤੌਰ ਤੇ ਸੂਚਿਤ ਕੀਤਾ ਗਿਆ ਕਿ ਦੋਸ਼ੀ ਆਪਣੇ ਘਰ ਵਿੱਚ ਨਾਜਾਇਜ਼ ਸ਼ਰਾਬ ਕੱਢਣ ਦਾ ਧੰਦਾ ਕਰਦਾ ਹੈ। ਪੁਲਿਸ ਨੇ ਮੌਕੇ ਤੋਂ ਲਾਹਣ ਅਤੇ ਸ਼ਰਾਬ ਬਰਾਮਦ ਕਰਕੇ ਦੋਸ਼ੀ ਖ਼ਿਲਾਫ਼ ਐਕਸਾਈਜ਼ ਐਕਟ ਦੀ ਧਾਰਾ 61/1/14 ਤਹਿਤ ਮਾਮਲਾ ਦਰਜ ਕਰ ਲਿਆ ਹੈ ਅਤੇ ਅਗਲੇਰੀ ਕਾਰਵਾਈ ਜਾਰੀ ਹੈ। <box>594 1831 962 2076</box>
mark-m: M <box>23 6 33 18</box>
article-photo <box>594 1394 773 1565</box>
headline[interactable]: ਆਸ਼ਾਂ ਵਰਕਰਾਂ ਅਤੇ ਫਸਲਿਟੇਟਰ ਦੀ ਭਗਵੰਤ ਸਿੰਘ ਮਾਨ ਨਾਲ 25 ਮਾਰਚ ਦੀ ਮੀਟਿੰਗ ਬੇਸਿੱਟਾ ਰਹੀ <box>987 1777 1501 1831</box>
logo-tagline: ਸਚ ਦਾ ਅਹਿਸਾਸ <box>68 37 114 44</box>
article-photo <box>594 655 773 795</box>
badge <box>987 1345 1162 1369</box>
lower-row <box>23 556 1548 2237</box>
article-photo <box>33 244 205 399</box>
headline[interactable]: ਮਾਨ ਸਰਕਾਰ ਨੇ ਨਹਿਰੀ ਪਾਣੀ ਦੀ ਵਰਤੋਂ 21 ਫੀਸਦੀ ਤੋਂ 70 ਫੀਸਦੀ ਕੀਤੀ : ਤਰੁਨਪ੍ਰੀਤ ਸਿੰਘ ਸੌਂਦ <box>598 94 1542 166</box>
newspaper-logo <box>23 34 300 81</box>
special-badge: ਵਿਸ਼ੇਸ਼ <box>690 630 723 647</box>
badge <box>37 216 205 239</box>
article-reetha-sahib <box>976 922 1548 1295</box>
headline[interactable]: ਗਲੋਬਲ ਵਿਜ਼ਡਮ ਕਾਨਵੈਂਟ ਸਕੂਲ ਦਾ ਸਾਲਾਨਾ ਨਤੀਜਾ ਸ਼ਾਨਦਾਰ ਰਿਹਾ <box>598 563 947 618</box>
articles <box>23 89 1548 2237</box>
article-columns <box>30 624 573 894</box>
badge <box>598 1366 773 1390</box>
headline[interactable]: ਨਸ਼ਿਆਂ ਖ਼ਿਲਾਫ਼ ਪਿੰਡਾਂ ਤੇ ਸ਼ਹਿਰੀ ਇਲਾਕਿਆਂ ਵਿੱਚ ਕਾਰਡਨ ਐਂਡ ਸਰਚ ਆਪ੍ਰੇਸ਼ਨ <box>987 564 1526 622</box>
article-khanauri <box>587 1762 969 2237</box>
article-columns <box>594 624 962 894</box>
article-columns <box>30 1344 573 1618</box>
article-body: ਰਾਮ ਨੌਮੀ ਦਾ ਤਿਉਹਾਰ ਫਿਲੌਰ, 26 ਮਾਰਚ (ਸੁਰਜੀਤ ਸਿੰਘ ਬਰਨਾਲਾ)-ਫਿਲੌਰ ਦੇ ਨਜ਼ਦੀਕੀ ਹਾਈਵੇ ਸਥਿਤ ਸਤਲੁਜ ਕੁਸ਼ਟ ਆਸ਼ਰਮ ਵਿਖੇ ਧੂਮਧਾਮ ਨਾਲ ਰਾਮ ਨੌਮੀ ਦਾ ਤਿਉਹਾਰ ਮਨਾਇਆ ਗਿਆ। ਇਸ ਮੌਕੇ ਕੁਸ਼ਟ ਆਸ਼ਰਮ ਵਿਚ ਰਹਿ ਰਹੇ ਮਰੀਜ਼ਾਂ ਅਤੇ ਇਲਾਕੇ ਦੇ ਸ਼ਰਧਾਲੂਆਂ ਵੱਲੋਂ ਨੱਚ ਟੱਪ ਕੇ ਜੈਕਾਰੇ ਲਗਾਏ ਗਏ। ਰਾਮ ਨੌਮੀ ਦੇ ਪਵਿੱਤਰ ਤਿਉਹਾਰ ਤੇ ਕੁਸ਼ਟ ਆਸ਼ਰਮ ਦੀ ਕਮੇਟੀ ਪ੍ਰਧਾਨ ਲੱਭੋ ਪ੍ਰਧਾਨ, ਉਪ ਪ੍ਰਧਾਨ ਰਾਮੇਸ਼ਵਰ, ਸੈਕਟਰੀ ਦੇਵ, ਉਪ ਸੈਕਟਰੀ ਰਣਜੀਤ, ਕੈਸ਼ੀਅਰ ਮਨਿਕ ਲਾਲ, ਉਪ ਕੈਸ਼ੀਅਰ ਗਣੇਸ਼, ਸਾਧੂ ਪ੍ਰਧਾਨ, ਸੋਮਨਾਥ, ਕੌਂਸਲਰ ਸ਼ਿਵ ਅਰੋੜਾ ਅਤੇ ਹੋਰ ਮੈਂਬਰਾਂ ਵੱਲੋਂ ਸਮੂਹ ਸੰਗਤਾਂ ਨੂੰ ਰਾਮ ਨੌਮੀ ਦੀਆਂ ਵਧਾਈਆਂ ਦਿੱਤੀਆਂ ਗਈਆਂ। <box>594 976 962 1244</box>
article-photo <box>983 1373 1162 1544</box>
mark-k: K <box>40 6 51 18</box>
